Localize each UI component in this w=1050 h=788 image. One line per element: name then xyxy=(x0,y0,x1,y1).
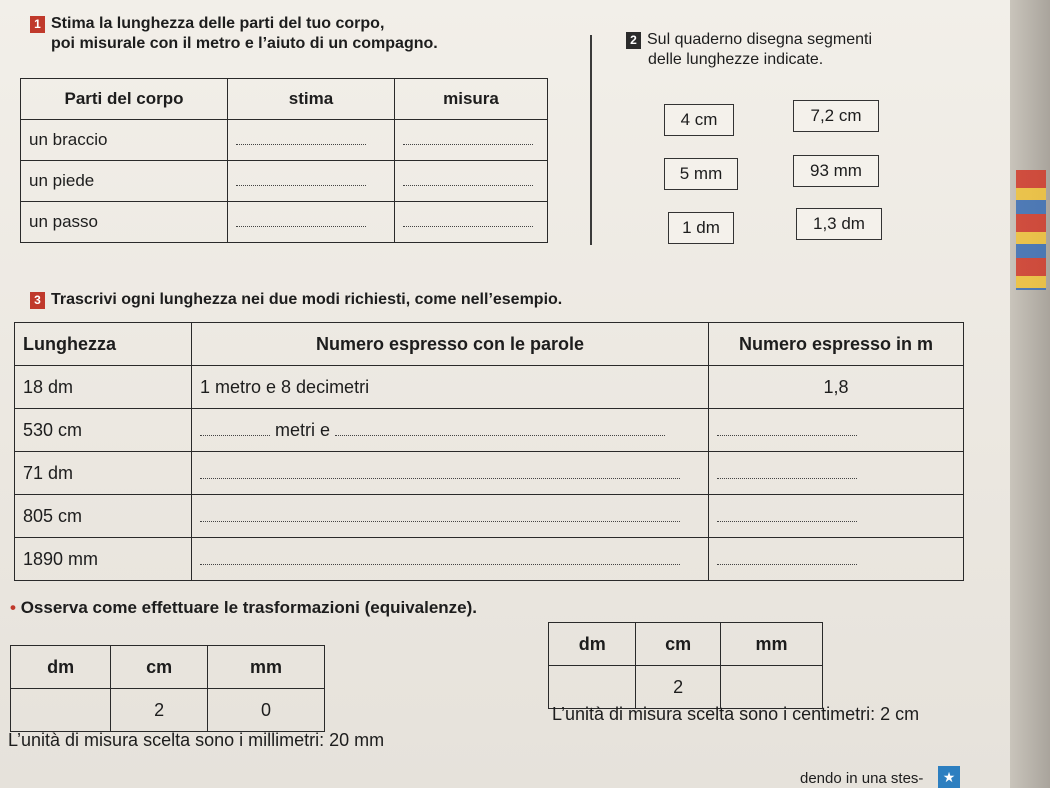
col-metri: Numero espresso in m xyxy=(709,323,964,366)
words-prefill: metri e xyxy=(275,419,331,440)
row-label: un piede xyxy=(21,161,228,202)
col-stima: stima xyxy=(228,79,395,120)
value-dm xyxy=(549,666,636,709)
length-box: 4 cm xyxy=(664,104,734,136)
header-dm: dm xyxy=(11,646,111,689)
value-cm: 2 xyxy=(636,666,721,709)
footer-fragment: dendo in una stes- xyxy=(800,770,924,787)
value-dm xyxy=(11,689,111,732)
page-edge xyxy=(1010,0,1050,788)
ex2-number: 2 xyxy=(626,32,641,49)
page-edge-decoration xyxy=(1016,170,1046,290)
meters-blank[interactable] xyxy=(709,538,964,581)
header-mm: mm xyxy=(720,623,822,666)
words-cell: 1 metro e 8 decimetri xyxy=(192,366,709,409)
stima-blank[interactable] xyxy=(228,202,395,243)
ex1-instruction xyxy=(30,14,438,54)
value-mm xyxy=(720,666,822,709)
caption-cm: L’unità di misura scelta sono i centimetri: 2 cm xyxy=(552,704,920,724)
length-box: 5 mm xyxy=(664,158,738,190)
length-box: 7,2 cm xyxy=(793,100,879,132)
col-parti: Parti del corpo xyxy=(21,79,228,120)
ex1-line2: poi misurale con il metro e l’aiuto di un compagno. xyxy=(51,35,438,52)
ex3-instruction xyxy=(30,290,562,310)
length-box: 1,3 dm xyxy=(796,208,882,240)
observe-instruction xyxy=(10,598,477,618)
value-cm: 2 xyxy=(111,689,208,732)
bullet: • xyxy=(10,598,16,617)
observe-text: Osserva come effettuare le trasformazioni (equivalenze). xyxy=(20,598,478,617)
misura-blank[interactable] xyxy=(395,120,548,161)
column-divider xyxy=(590,35,592,245)
caption-mm: L’unità di misura scelta sono i millimetri: 20 mm xyxy=(8,730,385,750)
length-cell: 1890 mm xyxy=(15,538,192,581)
length-cell: 805 cm xyxy=(15,495,192,538)
stima-blank[interactable] xyxy=(228,161,395,202)
ex2-line1: Sul quaderno disegna segmenti xyxy=(647,31,873,48)
words-cell[interactable] xyxy=(192,409,709,452)
header-mm: mm xyxy=(208,646,325,689)
misura-blank[interactable] xyxy=(395,161,548,202)
words-blank[interactable] xyxy=(192,452,709,495)
ex3-text: Trascrivi ogni lunghezza nei due modi richiesti, come nell’esempio. xyxy=(51,291,563,308)
meters-blank[interactable] xyxy=(709,495,964,538)
length-cell: 18 dm xyxy=(15,366,192,409)
header-cm: cm xyxy=(111,646,208,689)
meters-cell: 1,8 xyxy=(709,366,964,409)
col-parole: Numero espresso con le parole xyxy=(192,323,709,366)
length-box: 1 dm xyxy=(668,212,734,244)
star-icon: ★ xyxy=(938,766,960,788)
length-cell: 530 cm xyxy=(15,409,192,452)
words-blank[interactable] xyxy=(192,495,709,538)
header-dm: dm xyxy=(549,623,636,666)
words-blank[interactable] xyxy=(192,538,709,581)
stima-blank[interactable] xyxy=(228,120,395,161)
equivalence-table-cm xyxy=(548,622,823,709)
meters-blank[interactable] xyxy=(709,452,964,495)
ex2-instruction xyxy=(626,30,872,70)
col-misura: misura xyxy=(395,79,548,120)
length-box: 93 mm xyxy=(793,155,879,187)
ex2-line2: delle lunghezze indicate. xyxy=(648,51,824,68)
ex1-number: 1 xyxy=(30,16,45,33)
col-lunghezza: Lunghezza xyxy=(15,323,192,366)
ex1-line1: Stima la lunghezza delle parti del tuo corpo, xyxy=(51,15,385,32)
row-label: un braccio xyxy=(21,120,228,161)
length-cell: 71 dm xyxy=(15,452,192,495)
value-mm: 0 xyxy=(208,689,325,732)
equivalence-table-mm xyxy=(10,645,325,732)
conversion-table xyxy=(14,322,964,581)
body-parts-table xyxy=(20,78,548,243)
misura-blank[interactable] xyxy=(395,202,548,243)
row-label: un passo xyxy=(21,202,228,243)
meters-blank[interactable] xyxy=(709,409,964,452)
header-cm: cm xyxy=(636,623,721,666)
ex3-number: 3 xyxy=(30,292,45,309)
